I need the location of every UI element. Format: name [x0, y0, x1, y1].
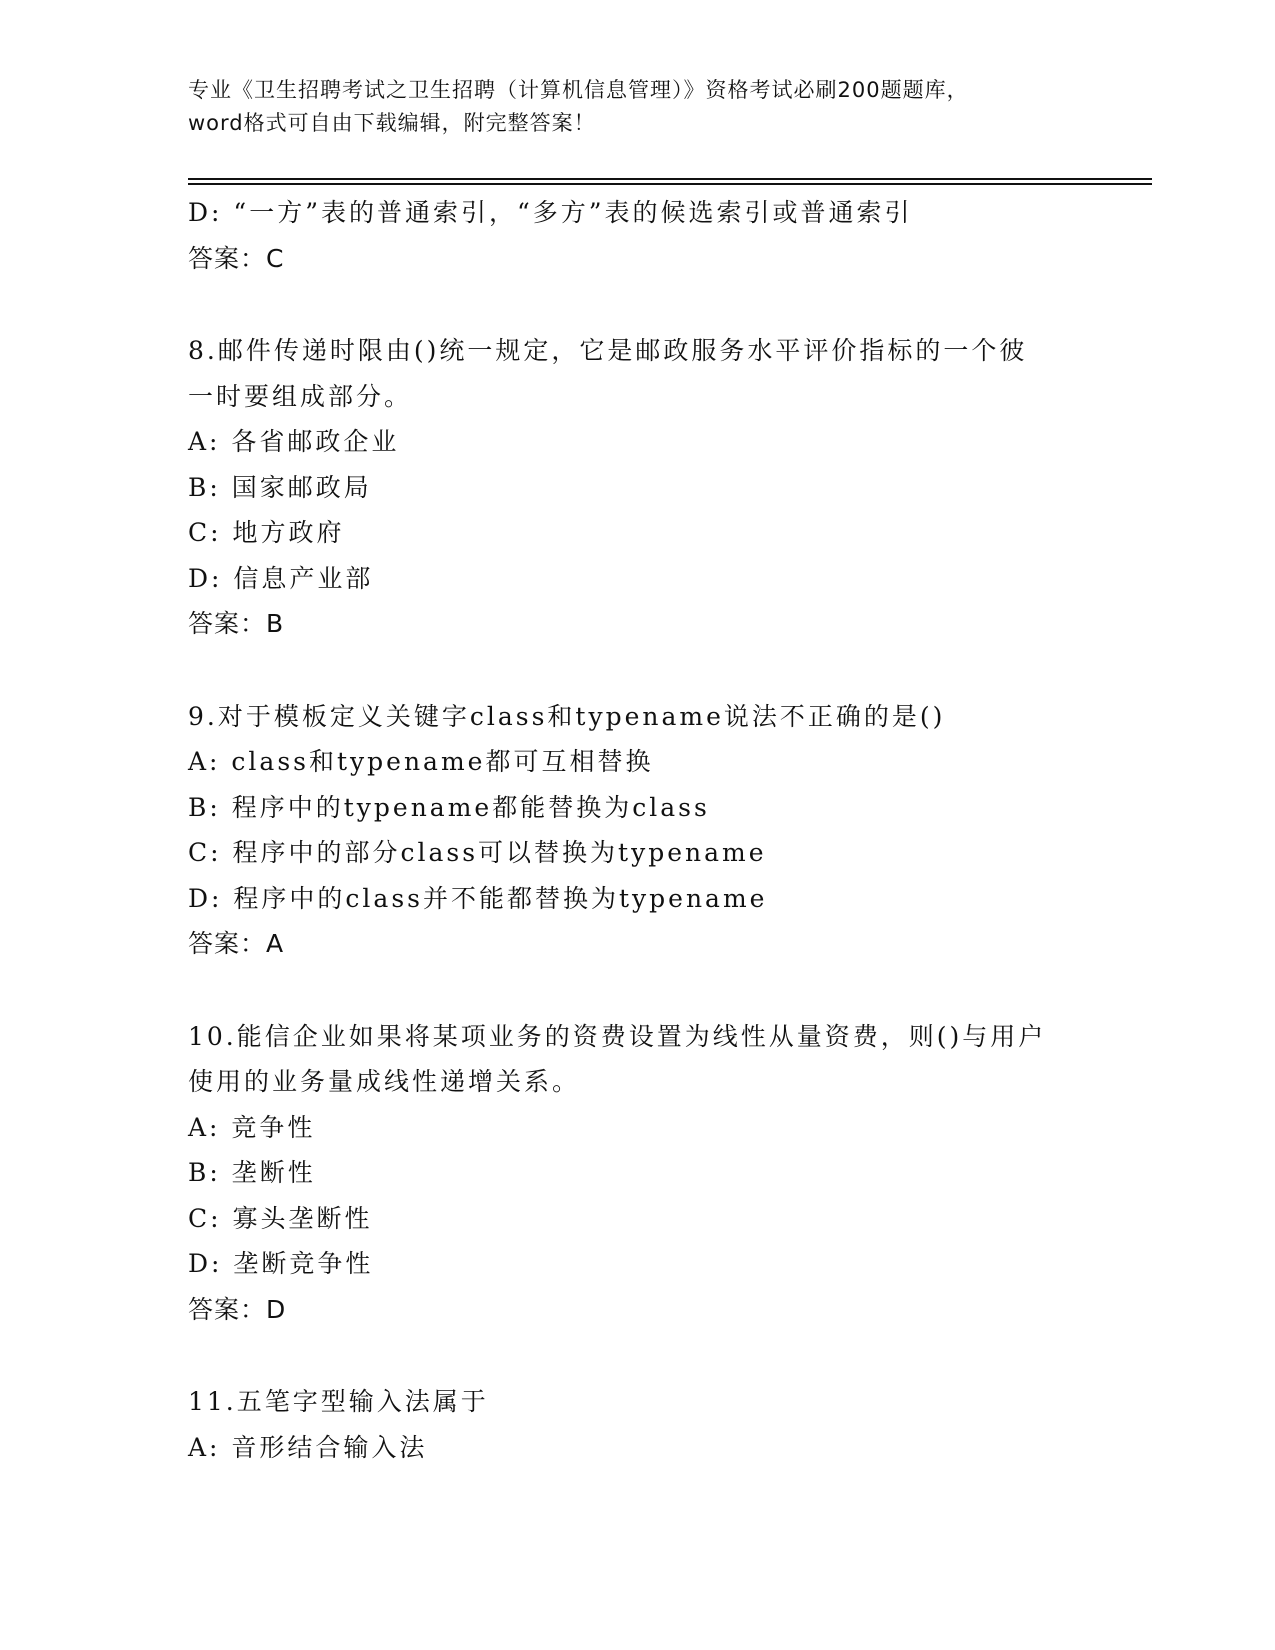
- question-9: [188, 694, 1088, 967]
- option-d: D: 程序中的class并不能都替换为typename: [188, 883, 768, 913]
- question-11: [188, 1379, 1088, 1470]
- question-10: [188, 1014, 1088, 1333]
- option-d: D: 垄断竞争性: [188, 1249, 374, 1278]
- question-8: [188, 328, 1088, 647]
- spacer: [188, 967, 1088, 1014]
- document-header: [188, 74, 1088, 140]
- option-b: B: 垄断性: [188, 1158, 316, 1187]
- answer-label: 答案：D: [188, 1294, 287, 1324]
- option-a: A: class和typename都可互相替换: [188, 747, 654, 776]
- question-list: [188, 190, 1088, 1470]
- header-line-1: 专业《卫生招聘考试之卫生招聘（计算机信息管理）》资格考试必刷200题题库，: [188, 78, 969, 102]
- spacer: [188, 281, 1088, 328]
- option-c: C: 程序中的部分class可以替换为typename: [188, 838, 767, 867]
- question-stem: 8.邮件传递时限由()统一规定，它是邮政服务水平评价指标的一个彼: [188, 336, 1028, 365]
- header-divider-top: [188, 178, 1152, 180]
- option-d: D: 信息产业部: [188, 563, 374, 593]
- option-a: A: 竞争性: [188, 1112, 316, 1142]
- header-divider-bottom: [188, 183, 1152, 185]
- option-b: B: 程序中的typename都能替换为class: [188, 792, 710, 822]
- question-stem: 10.能信企业如果将某项业务的资费设置为线性从量资费，则()与用户: [188, 1021, 1047, 1051]
- question-stem-continued: 一时要组成部分。: [188, 381, 413, 411]
- question-7-tail: [188, 190, 1088, 281]
- spacer: [188, 1332, 1088, 1379]
- option-a: A: 各省邮政企业: [188, 427, 400, 456]
- answer-label: 答案：A: [188, 929, 285, 958]
- option-a: A: 音形结合输入法: [188, 1432, 428, 1462]
- answer-label: 答案：C: [188, 243, 285, 273]
- option-b: B: 国家邮政局: [188, 472, 372, 502]
- question-stem-continued: 使用的业务量成线性递增关系。: [188, 1067, 581, 1096]
- spacer: [188, 647, 1088, 694]
- option-d: D: “一方”表的普通索引，“多方”表的候选索引或普通索引: [188, 198, 913, 227]
- option-c: C: 地方政府: [188, 518, 345, 547]
- answer-label: 答案：B: [188, 609, 285, 638]
- header-line-2: word格式可自由下载编辑，附完整答案！: [188, 111, 596, 135]
- question-stem: 9.对于模板定义关键字class和typename说法不正确的是(): [188, 701, 946, 731]
- option-c: C: 寡头垄断性: [188, 1203, 373, 1233]
- question-stem: 11.五笔字型输入法属于: [188, 1387, 489, 1416]
